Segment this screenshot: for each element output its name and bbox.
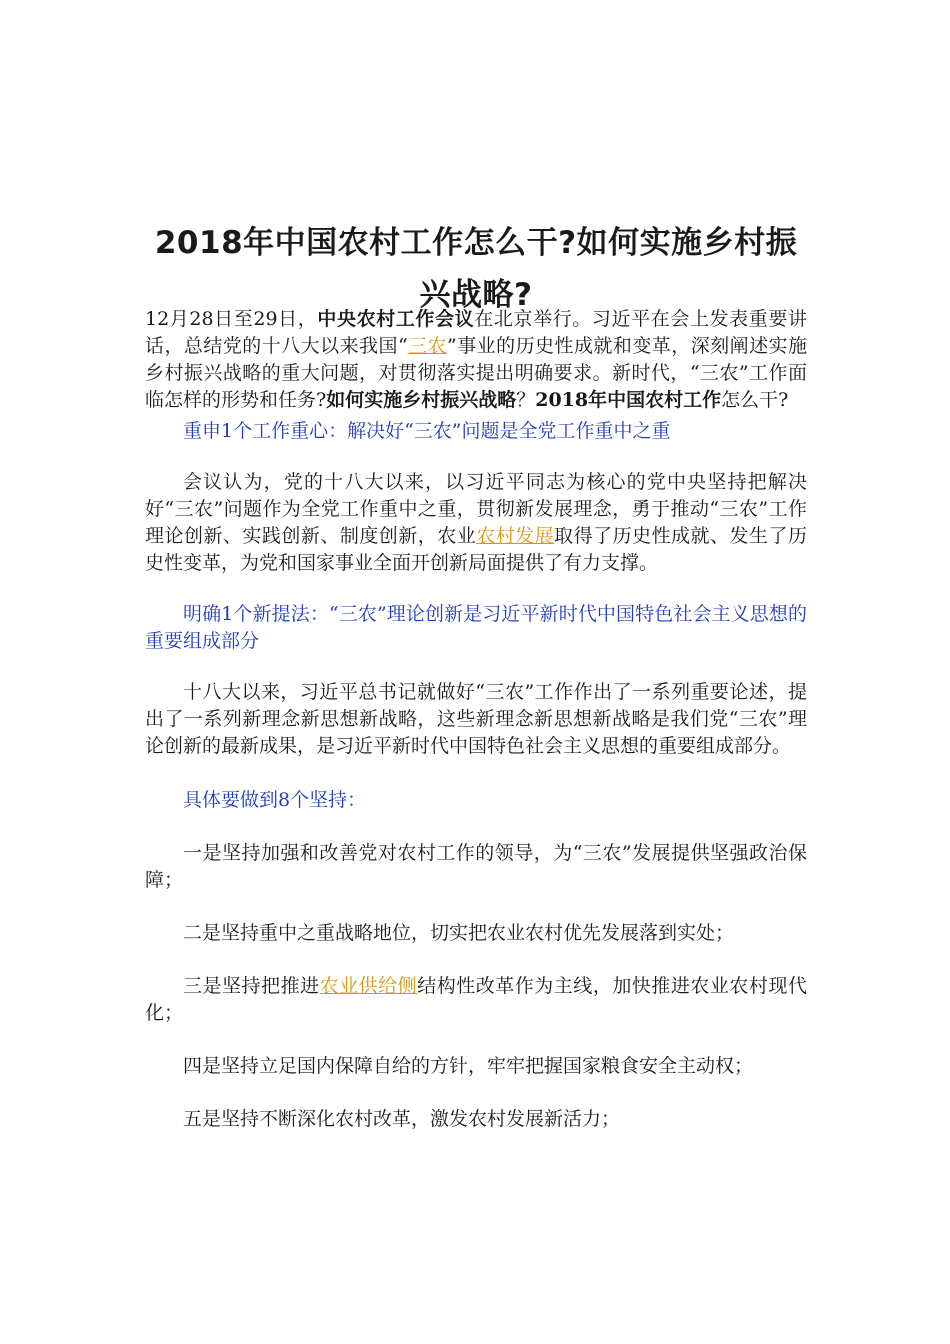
list-item-1: 一是坚持加强和改善党对农村工作的领导，为“三农”发展提供坚强政治保障； bbox=[145, 842, 807, 891]
intro-text: ？ bbox=[516, 389, 536, 411]
paragraph-2: 十八大以来，习近平总书记就做好“三农”工作作出了一系列重要论述，提出了一系列新理念新思想新战略，这些新理念新思想新战略是我们党“三农”理论创新的最新成果，是习近平新时代中国特色社会主义思想的重要组成部分。 bbox=[145, 681, 807, 757]
paragraph-text: 会议认为，党的十八大以来，以习近平同志为核心的党中央坚持把解决好“三农”问题作为全党工作重中之重，贯彻新发展理念，勇于推动“三农”工作理论创新、实践创新、制度创新，农业 bbox=[145, 471, 807, 547]
list-item-text: 三是坚持把推进 bbox=[183, 975, 320, 997]
section-heading-3: 具体要做到8个坚持： bbox=[183, 789, 367, 811]
intro-text: 12月28日至29日， bbox=[145, 308, 318, 330]
intro-bold-meeting: 中央农村工作会议 bbox=[317, 308, 475, 330]
link-supply-side[interactable]: 农业供给侧 bbox=[319, 975, 418, 997]
list-item-text: 结构性改革作为主线，加快推进农业农村现代化； bbox=[145, 975, 807, 1024]
section-heading-1: 重申1个工作重心：解决好“三农”问题是全党工作重中之重 bbox=[183, 420, 671, 442]
intro-bold-year: 2018年中国农村工作 bbox=[535, 389, 722, 411]
list-item-3 bbox=[145, 973, 807, 1027]
paragraph-1 bbox=[145, 469, 807, 577]
list-item-2: 二是坚持重中之重战略地位，切实把农业农村优先发展落到实处； bbox=[183, 922, 735, 944]
intro-text: 怎么干? bbox=[721, 389, 789, 411]
link-rural-development[interactable]: 农村发展 bbox=[476, 525, 555, 547]
intro-text: 在北京举行。习近平在会上发表重要讲话，总结党的十八大以来我国“ bbox=[145, 308, 807, 357]
list-item-5: 五是坚持不断深化农村改革，激发农村发展新活力； bbox=[183, 1108, 621, 1130]
document-title: 2018年中国农村工作怎么干?如何实施乡村振兴战略? bbox=[154, 224, 798, 313]
section-heading-2: 明确1个新提法：“三农”理论创新是习近平新时代中国特色社会主义思想的重要组成部分 bbox=[145, 603, 807, 652]
list-item-4: 四是坚持立足国内保障自给的方针，牢牢把握国家粮食安全主动权； bbox=[183, 1055, 754, 1077]
intro-paragraph bbox=[145, 306, 807, 414]
paragraph-text: 取得了历史性成就、发生了历史性变革，为党和国家事业全面开创新局面提供了有力支撑。 bbox=[145, 525, 807, 574]
intro-bold-strategy: 如何实施乡村振兴战略 bbox=[326, 389, 517, 411]
intro-text: ”事业的历史性成就和变革，深刻阐述实施乡村振兴战略的重大问题，对贯彻落实提出明确要求。新时代，“三农”工作面临怎样的形势和任务? bbox=[145, 335, 807, 411]
link-sannong[interactable]: 三农 bbox=[407, 335, 448, 357]
document-body bbox=[145, 306, 807, 1133]
